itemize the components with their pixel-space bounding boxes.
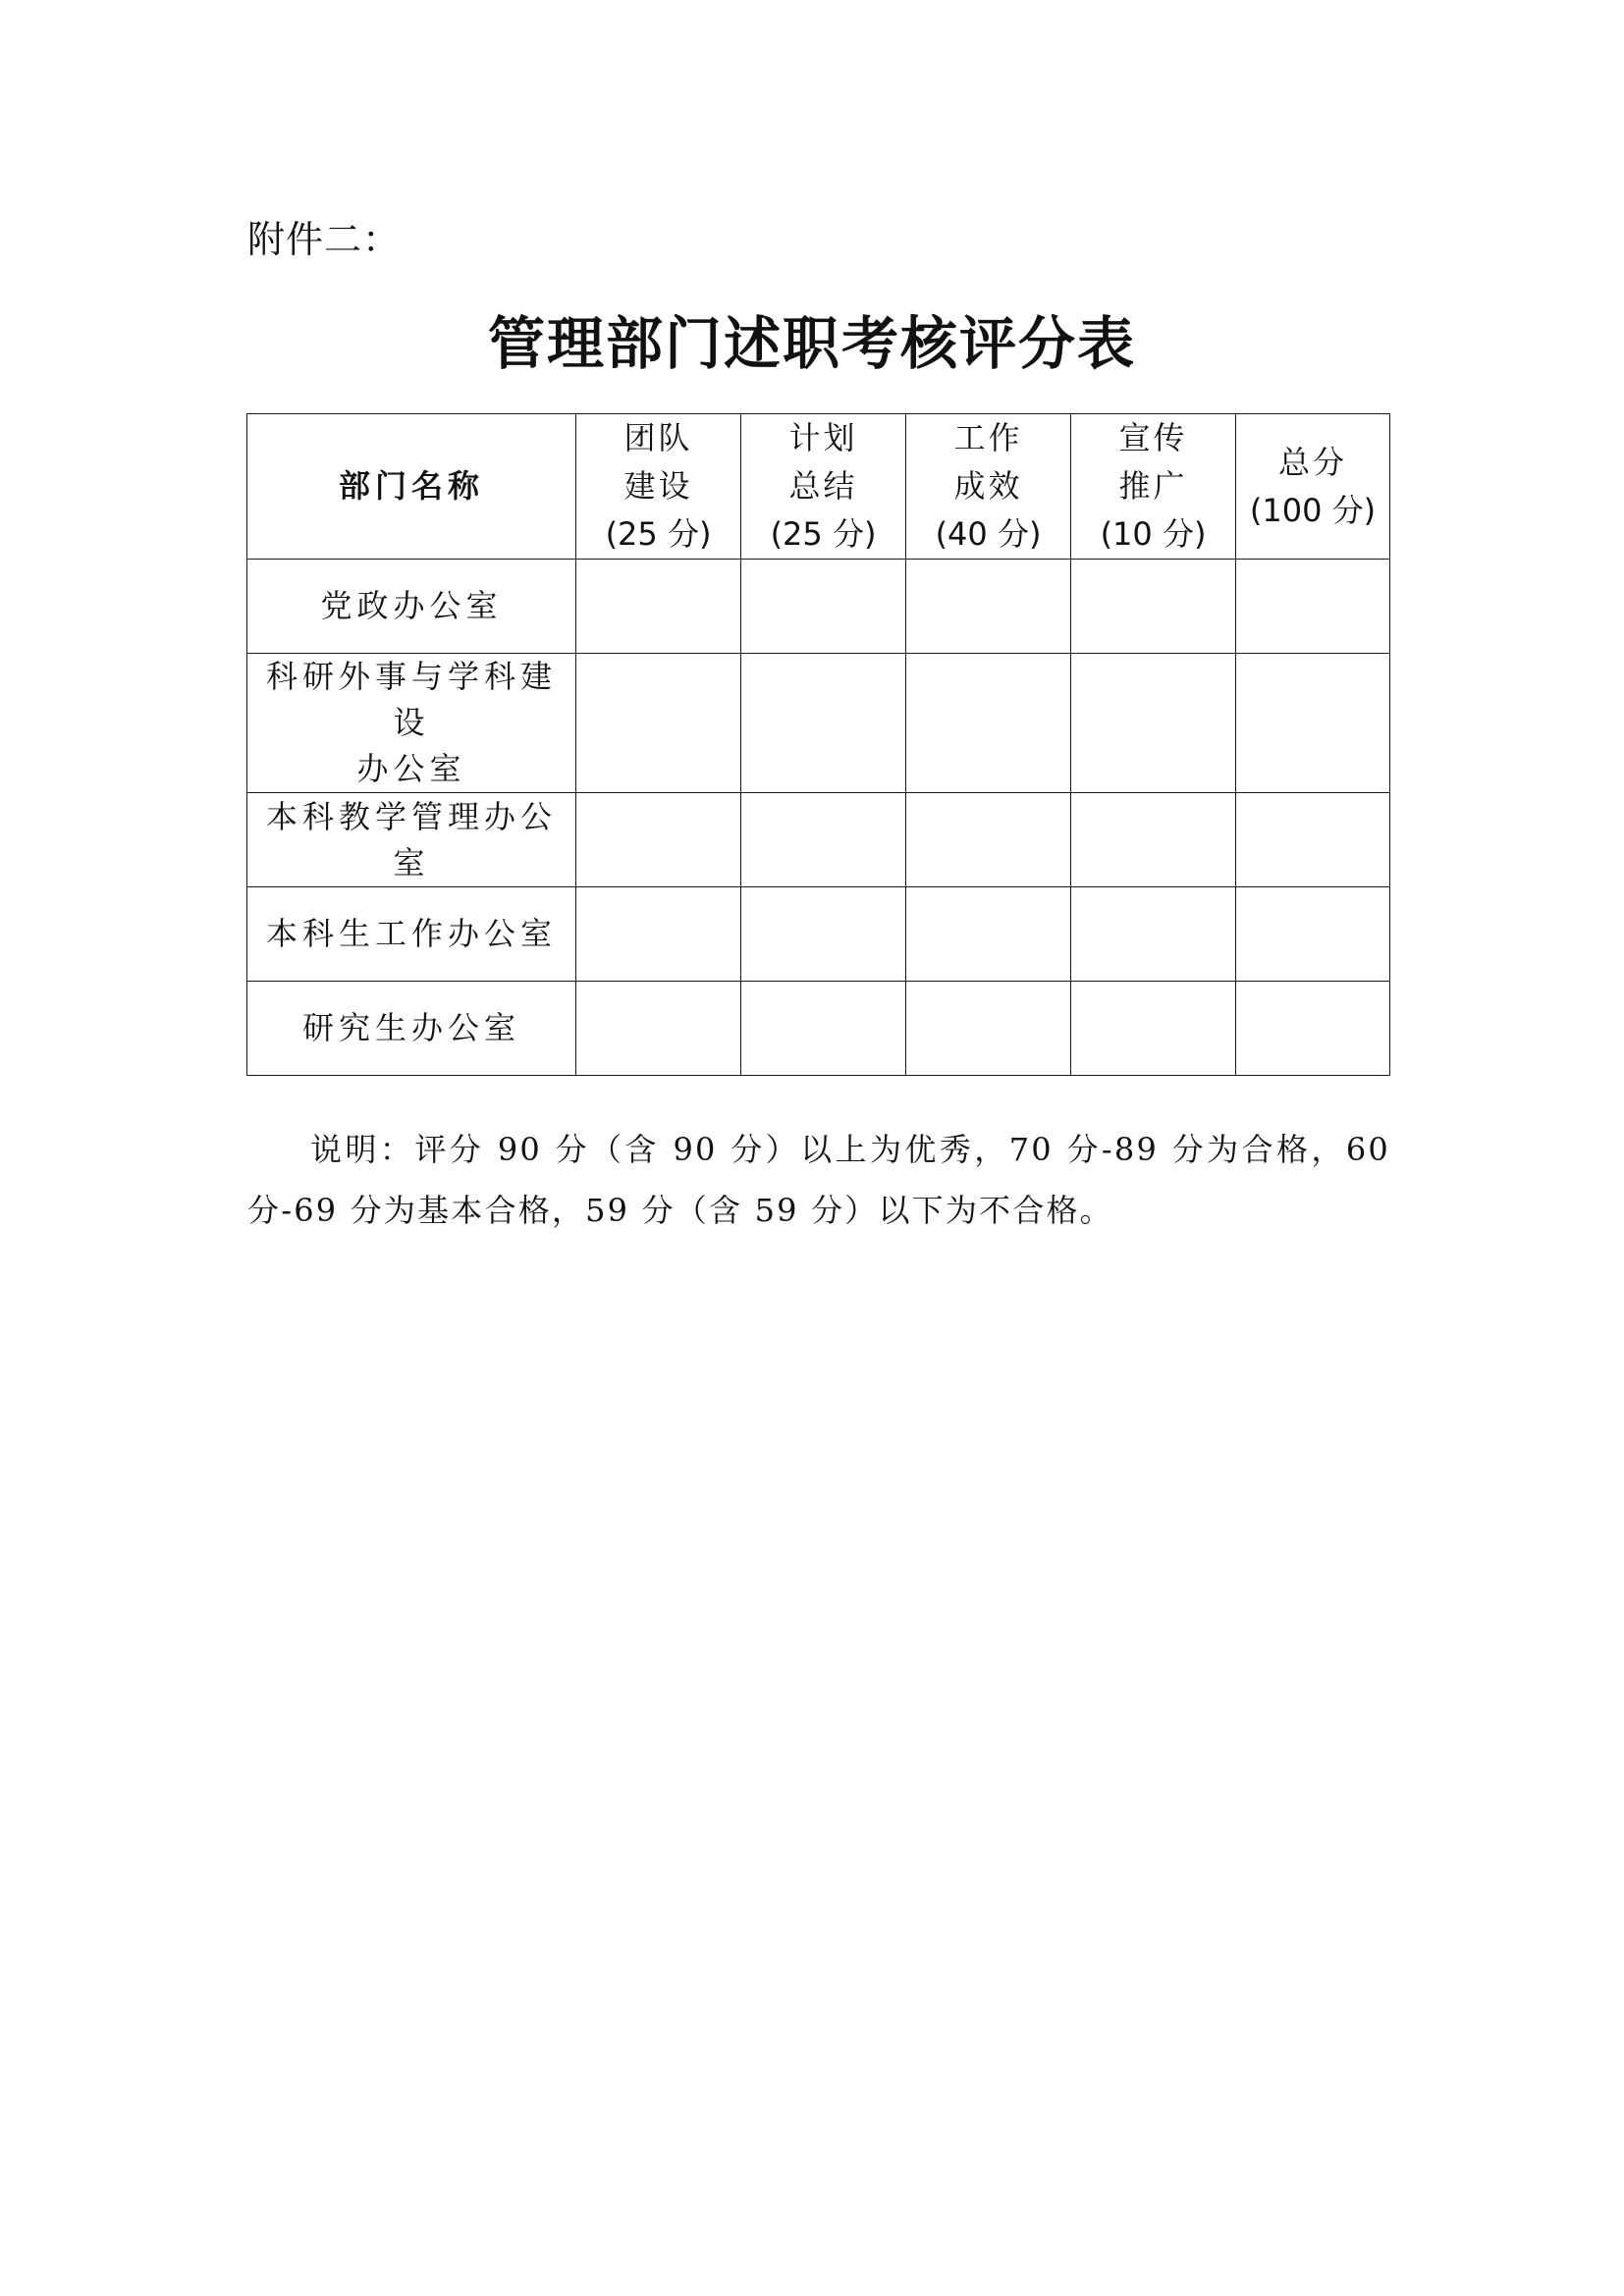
header-department-name: 部门名称: [247, 414, 576, 560]
score-cell[interactable]: [906, 982, 1071, 1076]
header-total: [1236, 414, 1390, 560]
table-header-row: [247, 414, 1390, 560]
score-cell[interactable]: [576, 654, 741, 793]
score-cell[interactable]: [906, 654, 1071, 793]
department-name: 本科生工作办公室: [265, 915, 557, 952]
header-label-line2: 建设: [623, 467, 693, 505]
score-cell[interactable]: [906, 793, 1071, 887]
total-score-cell[interactable]: [1236, 654, 1390, 793]
attachment-label: 附件二：: [247, 218, 402, 261]
header-points: (25 分): [605, 515, 712, 553]
department-name: 研究生办公室: [301, 1009, 520, 1046]
score-cell[interactable]: [1071, 982, 1236, 1076]
department-name: 科研外事与学科建设: [265, 658, 557, 741]
score-cell[interactable]: [1071, 560, 1236, 654]
header-label-line1: 计划: [788, 419, 858, 456]
header-label-line1: 总分: [1277, 443, 1347, 481]
score-cell[interactable]: [576, 793, 741, 887]
header-points: (10 分): [1100, 515, 1207, 553]
header-label-line2: 成效: [953, 467, 1023, 505]
score-cell[interactable]: [576, 560, 741, 654]
department-name-cell: [247, 887, 576, 982]
score-cell[interactable]: [741, 793, 906, 887]
score-table: [246, 413, 1390, 1076]
department-name-cell: [247, 982, 576, 1076]
department-name: 本科教学管理办公室: [265, 797, 557, 881]
score-cell[interactable]: [741, 887, 906, 982]
total-score-cell[interactable]: [1236, 560, 1390, 654]
score-cell[interactable]: [906, 560, 1071, 654]
header-label-line2: 推广: [1118, 467, 1188, 505]
department-name-cell: [247, 560, 576, 654]
total-score-cell[interactable]: [1236, 887, 1390, 982]
header-plan-summary: [741, 414, 906, 560]
grading-note: 说明：评分 90 分（含 90 分）以上为优秀，70 分-89 分为合格，60 分-69 分为基本合格，59 分（含 59 分）以下为不合格。: [247, 1131, 1390, 1229]
header-label-line1: 工作: [953, 419, 1023, 456]
header-publicity: [1071, 414, 1236, 560]
document-title: 管理部门述职考核评分表: [487, 310, 1136, 377]
table-row: [247, 793, 1390, 887]
score-cell[interactable]: [741, 654, 906, 793]
table-row: [247, 982, 1390, 1076]
department-name-cell: [247, 793, 576, 887]
table-row: [247, 560, 1390, 654]
header-label-line2: 总结: [788, 467, 858, 505]
table-row: [247, 654, 1390, 793]
score-cell[interactable]: [1071, 654, 1236, 793]
total-score-cell[interactable]: [1236, 982, 1390, 1076]
header-work-results: [906, 414, 1071, 560]
header-team-building: [576, 414, 741, 560]
score-cell[interactable]: [576, 887, 741, 982]
department-name-cell: [247, 654, 576, 793]
header-points: (100 分): [1249, 491, 1377, 529]
score-cell[interactable]: [741, 560, 906, 654]
score-cell[interactable]: [741, 982, 906, 1076]
header-points: (40 分): [935, 515, 1042, 553]
score-cell[interactable]: [906, 887, 1071, 982]
score-cell[interactable]: [1071, 887, 1236, 982]
total-score-cell[interactable]: [1236, 793, 1390, 887]
score-cell[interactable]: [1071, 793, 1236, 887]
score-cell[interactable]: [576, 982, 741, 1076]
header-label-line1: 宣传: [1118, 419, 1188, 456]
department-name-continued: 办公室: [356, 750, 466, 787]
table-row: [247, 887, 1390, 982]
header-points: (25 分): [770, 515, 877, 553]
header-label-line1: 团队: [623, 419, 693, 456]
department-name: 党政办公室: [320, 587, 503, 624]
